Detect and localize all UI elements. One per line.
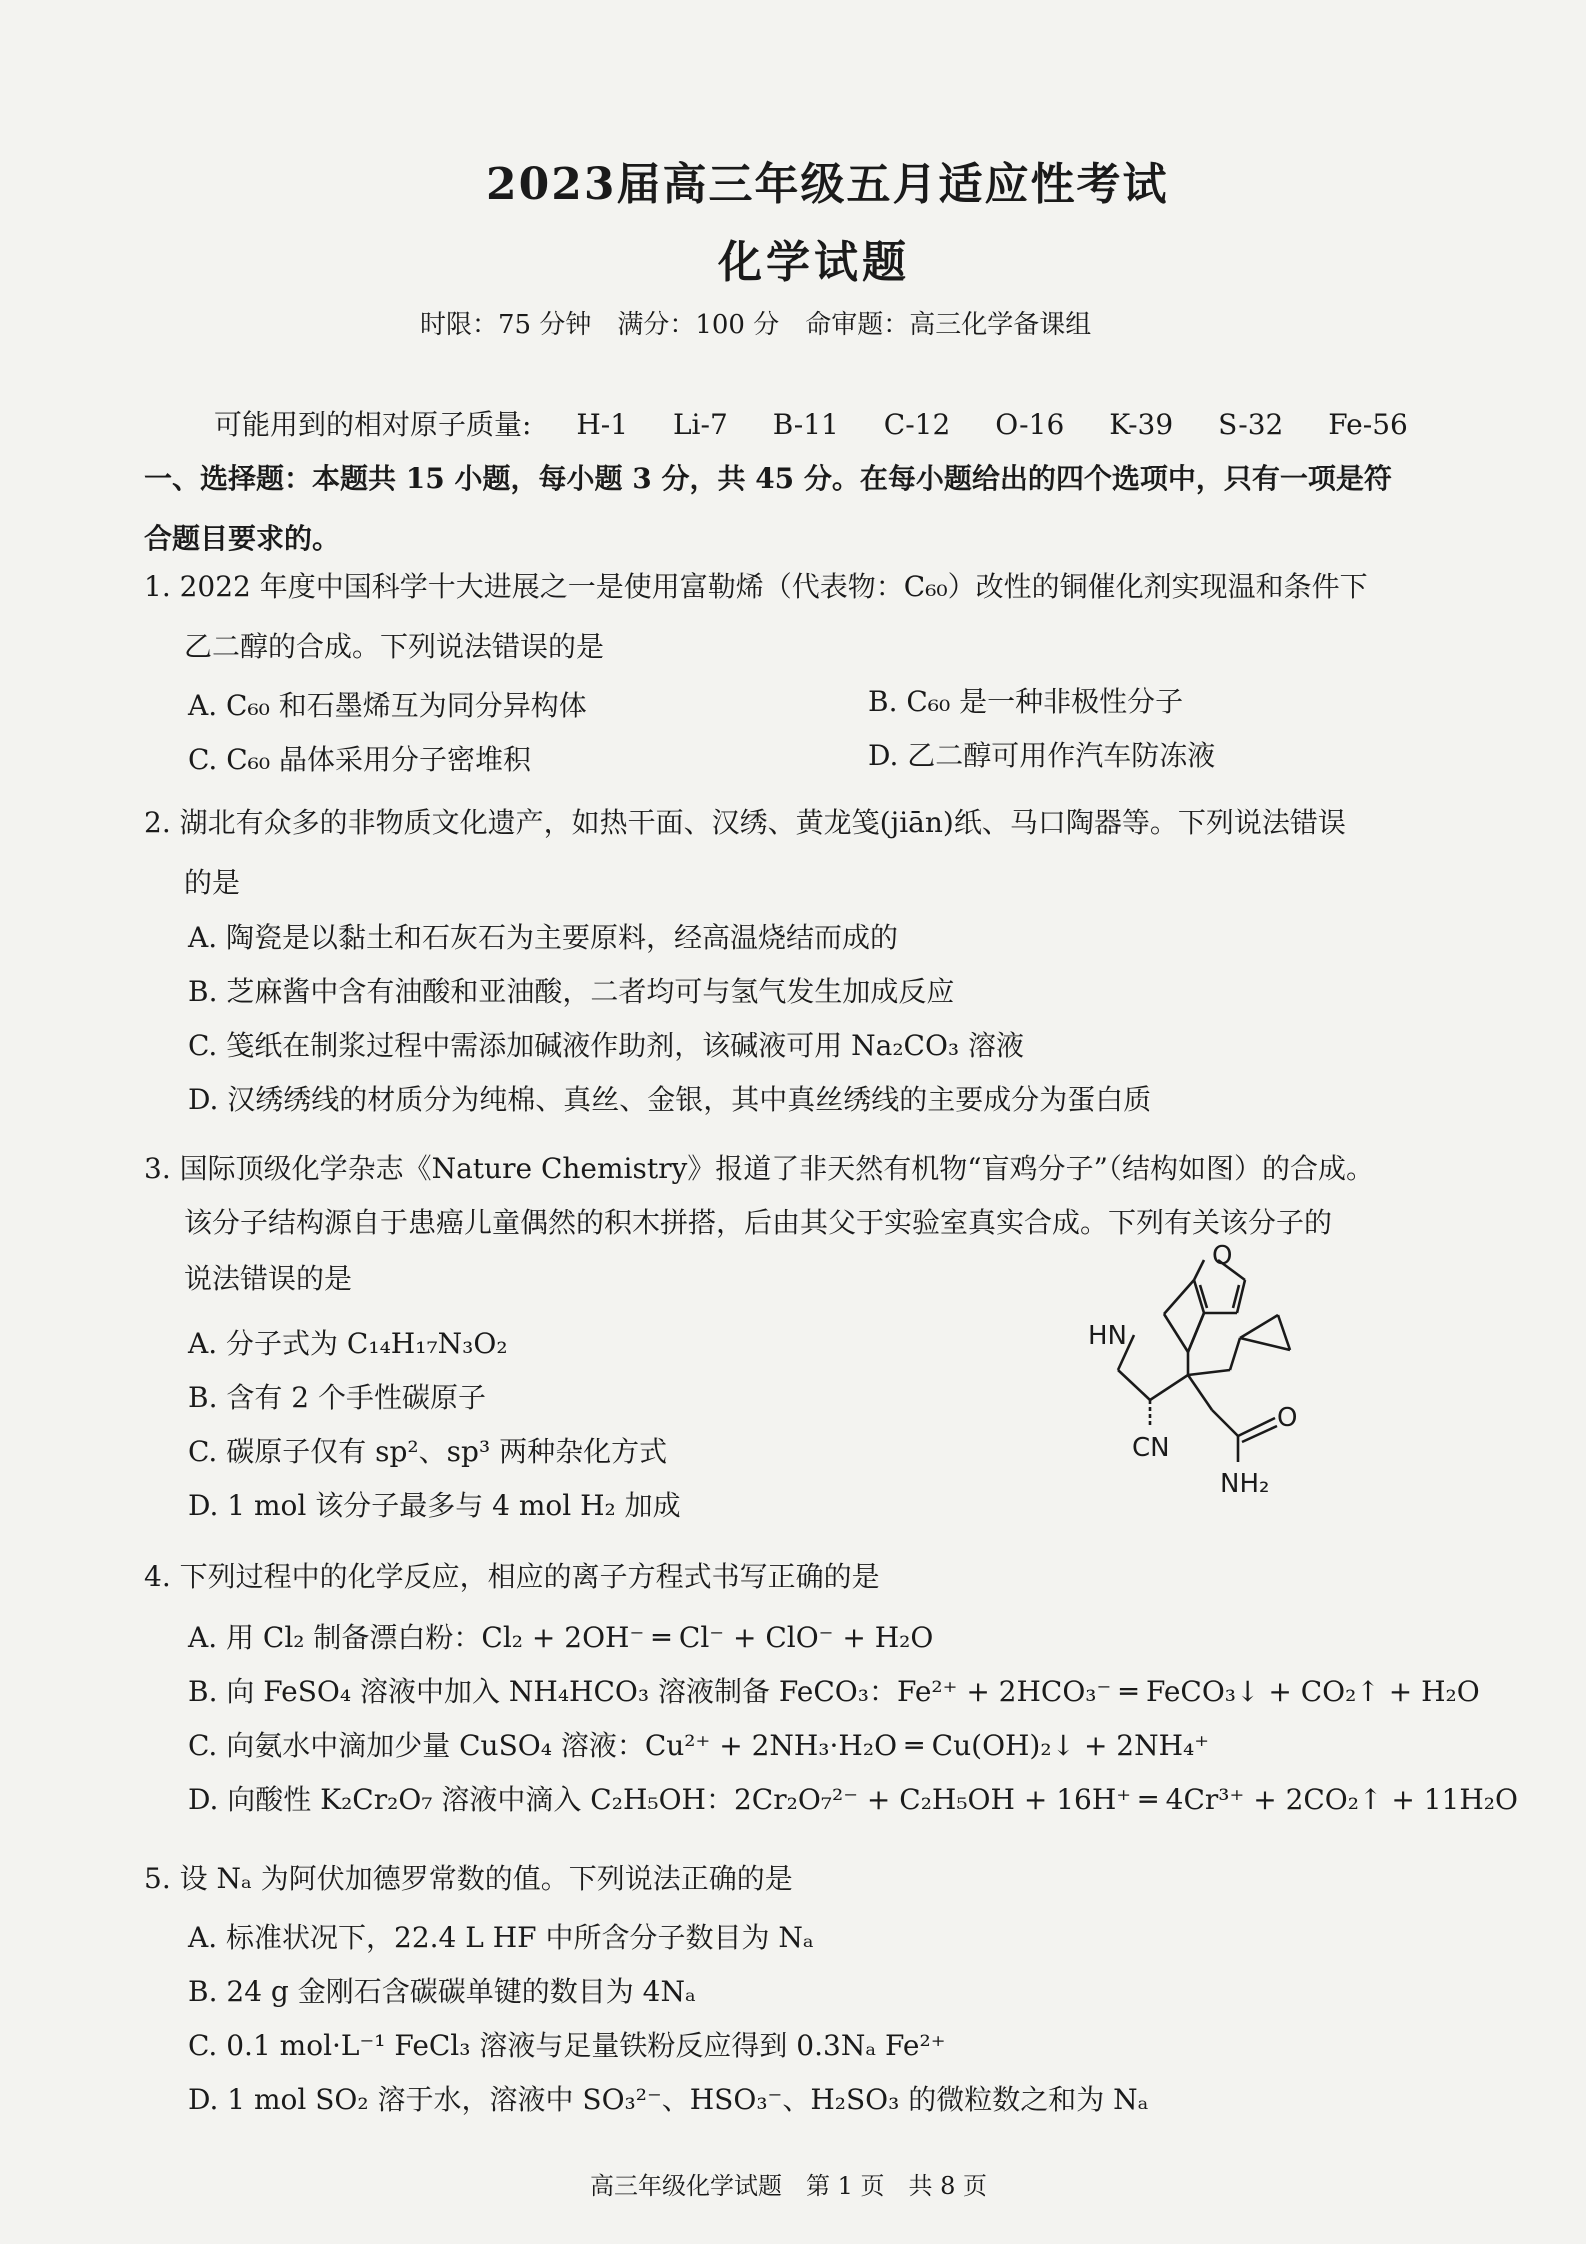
q1-option-a: A. C₆₀ 和石墨烯互为同分异构体 [188,689,587,722]
q1-option-b: B. C₆₀ 是一种非极性分子 [868,685,1184,718]
q3-stem-line2: 该分子结构源自于患癌儿童偶然的积木拼搭，后由其父于实验室真实合成。下列有关该分子的 [184,1206,1333,1239]
q5-option-c: C. 0.1 mol·L⁻¹ FeCl₃ 溶液与足量铁粉反应得到 0.3Nₐ Fe²⁺ [188,2029,946,2062]
q2-option-d: D. 汉绣绣线的材质分为纯棉、真丝、金银，其中真丝绣线的主要成分为蛋白质 [188,1083,1152,1116]
molecule-structure-diagram [1070,1240,1330,1510]
mass-item: S-32 [1218,408,1284,441]
q1-option-d: D. 乙二醇可用作汽车防冻液 [868,739,1216,772]
amine-nh-label: HN [1088,1321,1127,1351]
q5-option-a: A. 标准状况下，22.4 L HF 中所含分子数目为 Nₐ [188,1921,814,1954]
q1-option-c: C. C₆₀ 晶体采用分子密堆积 [188,743,532,776]
q3-option-d: D. 1 mol 该分子最多与 4 mol H₂ 加成 [188,1489,681,1522]
mass-item: C-12 [883,408,951,441]
q3-option-b: B. 含有 2 个手性碳原子 [188,1381,486,1414]
mass-item: H-1 [576,408,629,441]
q3-option-a: A. 分子式为 C₁₄H₁₇N₃O₂ [188,1327,508,1360]
exam-meta: 时限：75 分钟 满分：100 分 命审题：高三化学备课组 [420,310,1092,340]
section-instructions-line2: 合题目要求的。 [144,522,341,555]
atomic-masses-label: 可能用到的相对原子质量: [214,408,532,441]
q4-option-a: A. 用 Cl₂ 制备漂白粉：Cl₂ + 2OH⁻ ═ Cl⁻ + ClO⁻ + H₂O [188,1621,934,1654]
furan-oxygen-label: O [1212,1241,1233,1271]
mass-item: Li-7 [672,408,728,441]
q2-option-c: C. 笺纸在制浆过程中需添加碱液作助剂，该碱液可用 Na₂CO₃ 溶液 [188,1029,1025,1062]
q3-option-c: C. 碳原子仅有 sp²、sp³ 两种杂化方式 [188,1435,668,1468]
q3-stem-line3: 说法错误的是 [184,1262,353,1295]
q4-stem-line1: 4. 下列过程中的化学反应，相应的离子方程式书写正确的是 [144,1560,880,1593]
q5-option-d: D. 1 mol SO₂ 溶于水，溶液中 SO₃²⁻、HSO₃⁻、H₂SO₃ 的微粒数之和为 Nₐ [188,2083,1149,2116]
exam-title: 2023届高三年级五月适应性考试 [486,159,1169,210]
mass-item: O-16 [995,408,1065,441]
page-footer: 高三年级化学试题 第 1 页 共 8 页 [590,2172,988,2200]
amide-nh2-label: NH₂ [1220,1469,1270,1499]
q5-option-b: B. 24 g 金刚石含碳碳单键的数目为 4Nₐ [188,1975,696,2008]
q4-option-d: D. 向酸性 K₂Cr₂O₇ 溶液中滴入 C₂H₅OH：2Cr₂O₇²⁻ + C₂H₅OH + 16H⁺ ═ 4Cr³⁺ + 2CO₂↑ + 11H₂O [188,1783,1518,1816]
mass-item: K-39 [1109,408,1174,441]
carbonyl-oxygen-label: O [1277,1403,1298,1433]
q5-stem-line1: 5. 设 Nₐ 为阿伏加德罗常数的值。下列说法正确的是 [144,1862,793,1895]
q4-option-c: C. 向氨水中滴加少量 CuSO₄ 溶液：Cu²⁺ + 2NH₃·H₂O ═ Cu(OH)₂↓ + 2NH₄⁺ [188,1729,1210,1762]
q4-option-b: B. 向 FeSO₄ 溶液中加入 NH₄HCO₃ 溶液制备 FeCO₃：Fe²⁺ + 2HCO₃⁻ ═ FeCO₃↓ + CO₂↑ + H₂O [188,1675,1480,1708]
q1-stem-line2: 乙二醇的合成。下列说法错误的是 [184,630,605,663]
exam-subtitle: 化学试题 [718,237,910,288]
q3-stem-line1: 3. 国际顶级化学杂志《Nature Chemistry》报道了非天然有机物“盲鸡分子”（结构如图）的合成。 [144,1152,1374,1185]
q2-option-b: B. 芝麻酱中含有油酸和亚油酸，二者均可与氢气发生加成反应 [188,975,955,1008]
q2-stem-line1: 2. 湖北有众多的非物质文化遗产，如热干面、汉绣、黄龙笺(jiān)纸、马口陶器等。下列说法错误 [144,806,1346,839]
q2-option-a: A. 陶瓷是以黏土和石灰石为主要原料，经高温烧结而成的 [188,921,899,954]
mass-item: B-11 [772,408,839,441]
nitrile-cn-label: CN [1132,1433,1170,1463]
mass-item: Fe-56 [1328,408,1408,441]
section-instructions-line1: 一、选择题：本题共 15 小题，每小题 3 分，共 45 分。在每小题给出的四个选项中，只有一项是符 [144,462,1392,495]
q1-stem-line1: 1. 2022 年度中国科学十大进展之一是使用富勒烯（代表物：C₆₀）改性的铜催化剂实现温和条件下 [144,570,1368,603]
atomic-masses [214,408,1444,442]
q2-stem-line2: 的是 [184,866,241,899]
